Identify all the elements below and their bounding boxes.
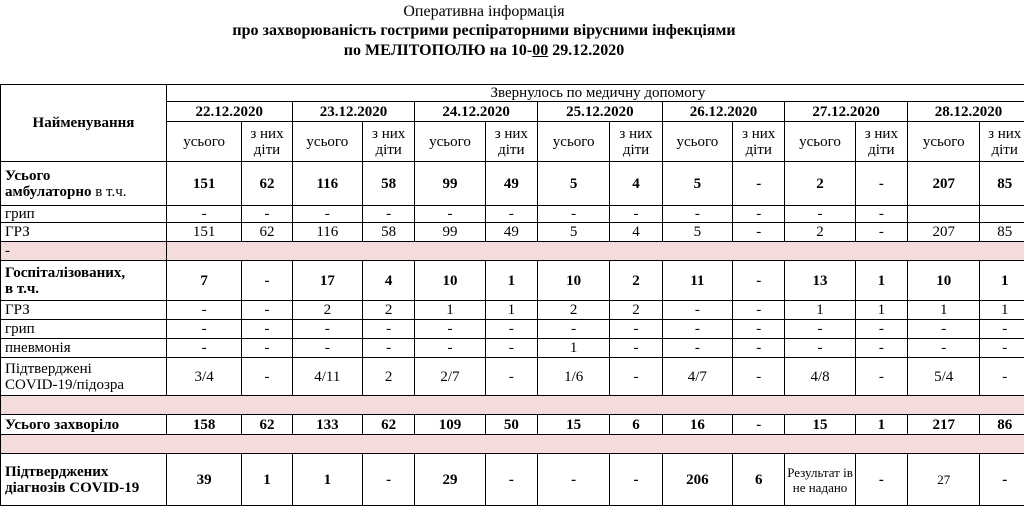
subheader-children: з них діти: [733, 122, 785, 162]
value-cell: -: [662, 320, 732, 339]
value-cell: -: [980, 320, 1024, 339]
value-cell: 86: [980, 415, 1024, 435]
value-cell: -: [733, 261, 785, 301]
value-cell: 7: [166, 261, 241, 301]
date-header: 24.12.2020: [415, 102, 538, 122]
value-cell: 13: [785, 261, 855, 301]
value-cell: -: [242, 320, 292, 339]
value-cell: 1: [485, 261, 537, 301]
row-label: грип: [1, 320, 167, 339]
subheader-total: усього: [537, 122, 609, 162]
value-cell: 3/4: [166, 358, 241, 396]
value-cell: -: [733, 223, 785, 242]
value-cell: -: [980, 358, 1024, 396]
subheader-children: з них діти: [485, 122, 537, 162]
value-cell: 99: [415, 223, 485, 242]
value-cell: 10: [537, 261, 609, 301]
value-cell: 10: [908, 261, 980, 301]
value-cell: 1: [908, 301, 980, 320]
value-cell: -: [980, 454, 1024, 506]
value-cell: 151: [166, 162, 241, 206]
date-header: 27.12.2020: [785, 102, 908, 122]
value-cell: [980, 206, 1024, 223]
value-cell: -: [733, 320, 785, 339]
table-row: [1, 206, 1024, 223]
value-cell: -: [537, 206, 609, 223]
value-cell: 5: [537, 162, 609, 206]
subheader-total: усього: [415, 122, 485, 162]
value-cell: -: [855, 223, 907, 242]
value-cell: 4: [610, 162, 662, 206]
value-cell: 49: [485, 223, 537, 242]
separator-row: [1, 396, 1024, 415]
date-header: 25.12.2020: [537, 102, 662, 122]
morbidity-table: [0, 84, 1024, 506]
value-cell: 151: [166, 223, 241, 242]
value-cell: 4: [610, 223, 662, 242]
value-cell: -: [242, 261, 292, 301]
separator-row: [1, 242, 1024, 261]
value-cell: 207: [908, 162, 980, 206]
value-cell: -: [610, 358, 662, 396]
value-cell: 10: [415, 261, 485, 301]
table-row: [1, 162, 1024, 206]
row-label: грип: [1, 206, 167, 223]
value-cell: -: [166, 301, 241, 320]
value-cell: 5: [662, 223, 732, 242]
value-cell: 2/7: [415, 358, 485, 396]
subheader-children: з них діти: [242, 122, 292, 162]
value-cell: 2: [537, 301, 609, 320]
value-cell: 62: [363, 415, 415, 435]
value-cell: 27: [908, 454, 980, 506]
value-cell: 11: [662, 261, 732, 301]
value-cell: -: [485, 206, 537, 223]
value-cell: 62: [242, 415, 292, 435]
value-cell: -: [733, 206, 785, 223]
value-cell: -: [415, 320, 485, 339]
value-cell: 4/7: [662, 358, 732, 396]
subheader-children: з них діти: [980, 122, 1024, 162]
value-cell: 15: [785, 415, 855, 435]
value-cell: [908, 206, 980, 223]
subheader-total: усього: [292, 122, 362, 162]
value-cell: 1/6: [537, 358, 609, 396]
row-label: Підтверджених діагнозів COVID-19: [1, 454, 167, 506]
value-cell: -: [485, 339, 537, 358]
subheader-children: з них діти: [855, 122, 907, 162]
value-cell: 6: [610, 415, 662, 435]
value-cell: 2: [610, 301, 662, 320]
value-cell: -: [166, 339, 241, 358]
value-cell: 1: [537, 339, 609, 358]
name-header: Найменування: [1, 85, 167, 162]
value-cell: -: [855, 358, 907, 396]
subheader-total: усього: [908, 122, 980, 162]
value-cell: -: [855, 454, 907, 506]
table-row: [1, 454, 1024, 506]
value-cell: -: [166, 206, 241, 223]
value-cell: -: [610, 206, 662, 223]
value-cell: 2: [363, 301, 415, 320]
subheader-total: усього: [662, 122, 732, 162]
subheader-children: з них діти: [610, 122, 662, 162]
value-cell: -: [733, 415, 785, 435]
value-cell: -: [662, 339, 732, 358]
value-cell: 50: [485, 415, 537, 435]
row-label: Підтверджені COVID-19/підозра: [1, 358, 167, 396]
value-cell: -: [415, 206, 485, 223]
value-cell: -: [785, 339, 855, 358]
value-cell: 217: [908, 415, 980, 435]
value-cell: -: [733, 162, 785, 206]
value-cell: 2: [363, 358, 415, 396]
subheader-total: усього: [166, 122, 241, 162]
value-cell: -: [855, 339, 907, 358]
value-cell: -: [785, 206, 855, 223]
value-cell: -: [242, 358, 292, 396]
table-row: [1, 261, 1024, 301]
value-cell: -: [166, 320, 241, 339]
row-label: пневмонія: [1, 339, 167, 358]
value-cell: 85: [980, 223, 1024, 242]
row-label: Госпіталізованих, в т.ч.: [1, 261, 167, 301]
value-cell: 58: [363, 223, 415, 242]
value-cell: -: [485, 454, 537, 506]
value-cell: -: [733, 301, 785, 320]
value-cell: Результат ів не надано: [785, 454, 855, 506]
value-cell: 5: [662, 162, 732, 206]
table-row: [1, 320, 1024, 339]
subheader-children: з них діти: [363, 122, 415, 162]
value-cell: -: [363, 206, 415, 223]
value-cell: 1: [292, 454, 362, 506]
value-cell: -: [610, 339, 662, 358]
value-cell: -: [733, 339, 785, 358]
value-cell: 17: [292, 261, 362, 301]
value-cell: 206: [662, 454, 732, 506]
date-header: 28.12.2020: [908, 102, 1024, 122]
value-cell: 1: [242, 454, 292, 506]
value-cell: -: [292, 339, 362, 358]
subheader-total: усього: [785, 122, 855, 162]
value-cell: 2: [610, 261, 662, 301]
value-cell: 16: [662, 415, 732, 435]
value-cell: 62: [242, 162, 292, 206]
value-cell: 1: [980, 301, 1024, 320]
table-row: [1, 415, 1024, 435]
date-header: 23.12.2020: [292, 102, 415, 122]
row-label: Усього захворіло: [1, 415, 167, 435]
value-cell: 158: [166, 415, 241, 435]
value-cell: 1: [485, 301, 537, 320]
value-cell: -: [610, 320, 662, 339]
table-row: [1, 339, 1024, 358]
value-cell: -: [662, 206, 732, 223]
value-cell: -: [485, 358, 537, 396]
row-label: ГРЗ: [1, 223, 167, 242]
report-subtitle: про захворюваність гострими респіраторними вірусними інфекціями: [232, 22, 736, 39]
table-row: [1, 358, 1024, 396]
value-cell: 1: [980, 261, 1024, 301]
value-cell: 5: [537, 223, 609, 242]
value-cell: 1: [855, 301, 907, 320]
value-cell: -: [855, 320, 907, 339]
value-cell: 1: [855, 415, 907, 435]
value-cell: 2: [785, 162, 855, 206]
value-cell: 99: [415, 162, 485, 206]
value-cell: -: [662, 301, 732, 320]
row-label: -: [1, 242, 167, 261]
row-label: Усього амбулаторно в т.ч.: [1, 162, 167, 206]
value-cell: 207: [908, 223, 980, 242]
value-cell: -: [485, 320, 537, 339]
value-cell: 85: [980, 162, 1024, 206]
value-cell: 2: [292, 301, 362, 320]
value-cell: 133: [292, 415, 362, 435]
value-cell: -: [855, 206, 907, 223]
date-header: 22.12.2020: [166, 102, 292, 122]
value-cell: 4/11: [292, 358, 362, 396]
value-cell: -: [292, 206, 362, 223]
value-cell: 39: [166, 454, 241, 506]
value-cell: -: [980, 339, 1024, 358]
report-location-date: по МЕЛІТОПОЛЮ на 10-00 29.12.2020: [343, 42, 625, 59]
value-cell: 1: [785, 301, 855, 320]
value-cell: -: [610, 454, 662, 506]
value-cell: -: [242, 339, 292, 358]
value-cell: -: [908, 339, 980, 358]
value-cell: -: [292, 320, 362, 339]
table-row: [1, 301, 1024, 320]
group-header: Звернулось по медичну допомогу: [166, 85, 1024, 102]
separator-row: [1, 435, 1024, 454]
value-cell: 5/4: [908, 358, 980, 396]
value-cell: -: [537, 320, 609, 339]
value-cell: -: [908, 320, 980, 339]
value-cell: -: [363, 339, 415, 358]
value-cell: 1: [415, 301, 485, 320]
value-cell: -: [363, 454, 415, 506]
value-cell: 15: [537, 415, 609, 435]
value-cell: 4/8: [785, 358, 855, 396]
report-title: Оперативна інформація: [403, 3, 565, 20]
value-cell: -: [242, 206, 292, 223]
table-row: [1, 223, 1024, 242]
value-cell: 1: [855, 261, 907, 301]
value-cell: -: [363, 320, 415, 339]
value-cell: 62: [242, 223, 292, 242]
value-cell: 49: [485, 162, 537, 206]
value-cell: -: [855, 162, 907, 206]
value-cell: -: [242, 301, 292, 320]
value-cell: 4: [363, 261, 415, 301]
value-cell: -: [785, 320, 855, 339]
row-label: ГРЗ: [1, 301, 167, 320]
value-cell: 2: [785, 223, 855, 242]
value-cell: 29: [415, 454, 485, 506]
value-cell: 109: [415, 415, 485, 435]
date-header: 26.12.2020: [662, 102, 785, 122]
value-cell: -: [733, 358, 785, 396]
value-cell: 6: [733, 454, 785, 506]
value-cell: -: [415, 339, 485, 358]
value-cell: 58: [363, 162, 415, 206]
value-cell: 116: [292, 223, 362, 242]
value-cell: 116: [292, 162, 362, 206]
value-cell: -: [537, 454, 609, 506]
